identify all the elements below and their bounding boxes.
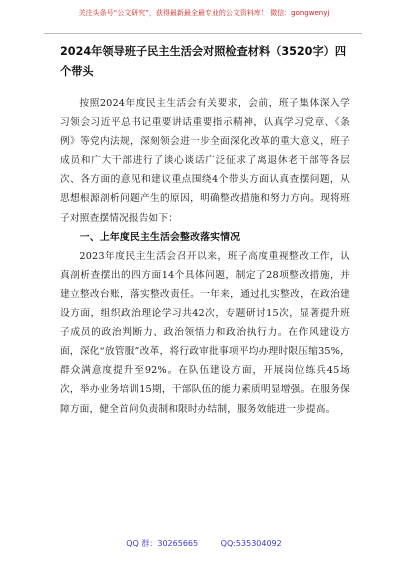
document-title: 2024年领导班子民主生活会对照检查材料（3520字）四个带头 bbox=[60, 45, 347, 78]
document-body bbox=[60, 94, 350, 419]
footer-qq-group: QQ 群：30265665 bbox=[126, 539, 199, 548]
header-divider bbox=[44, 33, 362, 34]
footer-qq-contact: QQ:535304092 bbox=[220, 539, 282, 548]
page-footer bbox=[0, 538, 408, 549]
intro-paragraph: 按照2024年度民主生活会有关要求，会前，班子集体深入学习领会习近平总书记重要讲话重要指示精神，认真学习党章、《条例》等党内法规，深刻领会进一步全面深化改革的重大意义，班子成员和广大干部进行了谈心谈话广泛征求了离退休老干部等各层次、各方面的意见和建议重点围绕4个带头方面认真查摆问题，从思想根源剖析问题产生的原因，明确整改措施和努力方向。现将班子对照查摆情况报告如下： bbox=[60, 98, 350, 224]
section-heading: 一、上年度民主生活会整改落实情况 bbox=[79, 231, 241, 243]
section-paragraph: 2023年度民主生活会召开以来，班子高度重视整改工作，认真剖析查摆出的四方面14个具体问题，制定了28项整改措施，并建立整改台账，落实整改责任。一年来，通过扎实整改，在政治建设方面，组织政治理论学习共42次，专题研讨15次，显著提升班子成员的政治判断力、政治领悟力和政治执行力。在作风建设方面，深化“放管服”改革，将行政审批事项平均办理时限压缩35%，群众满意度提升至92%。在队伍建设方面，开展岗位练兵45场次，举办业务培训15期，干部队伍的能力素质明显增强。在服务保障方面，健全首问负责制和限时办结制，服务效能进一步提高。 bbox=[60, 250, 350, 415]
header-banner: 关注头条号“公文研究”，获得最新最全最专业的公文资料库！ 微信：gongwenyj bbox=[78, 9, 330, 17]
